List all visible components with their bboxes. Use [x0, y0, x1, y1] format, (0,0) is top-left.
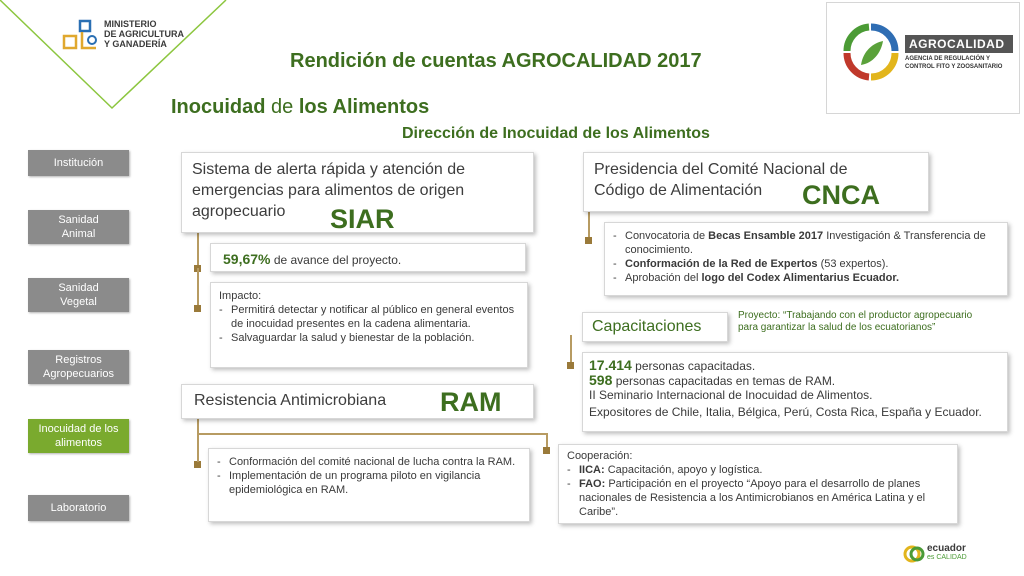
capacitaciones-project-note: Proyecto: “Trabajando con el productor agropecuario para garantizar la salud de los ecuatorianos” [738, 310, 973, 333]
siar-impact-box [210, 282, 528, 368]
cooperacion-label: Cooperación: [567, 450, 633, 462]
cnca-item-1 [613, 229, 999, 257]
cnca-item-1-post: Investigación & Transferencia de conocimiento. [625, 230, 986, 256]
exhibitors-text: Expositores de Chile, Italia, Bélgica, Perú, Costa Rica, España y Ecuador. [589, 405, 982, 419]
ram-trained-value: 598 [589, 372, 613, 388]
cooperacion-item-fao [567, 477, 949, 519]
ram-acronym: RAM [440, 387, 502, 417]
cnca-item-2-post: (53 expertos). [817, 258, 889, 270]
cooperacion-iica-bold: IICA: [579, 464, 605, 476]
cooperacion-fao-bold: FAO: [579, 478, 606, 490]
ecuador-brand-line-1: ecuador [927, 543, 966, 554]
people-trained-value: 17.414 [589, 357, 632, 373]
ram-trained-text: personas capacitadas en temas de RAM. [612, 374, 836, 388]
ecuador-brand-line-2: es CALIDAD [927, 554, 967, 561]
ram-items-box [208, 448, 530, 522]
ram-title: Resistencia Antimicrobiana [194, 392, 387, 409]
cnca-item-2 [613, 257, 999, 271]
ministry-line-1: MINISTERIO [104, 19, 157, 29]
capacitaciones-details-box [582, 352, 1008, 432]
people-trained-text: personas capacitadas. [631, 359, 756, 373]
section-subtitle: Dirección de Inocuidad de los Alimentos [402, 125, 710, 142]
section-title-part-1: Inocuidad [171, 96, 266, 118]
cooperacion-fao-text: Participación en el proyecto “Apoyo para el desarrollo de planes nacionales de Resistencia a los Antimicrobianos en América Latina y el Caribe”. [579, 478, 926, 518]
ram-item: - Implementación de un programa piloto en vigilancia epidemiológica en RAM. [217, 469, 521, 497]
section-title [171, 96, 429, 119]
ministry-line-3: Y GANADERÍA [104, 39, 167, 49]
seminar-text: II Seminario Internacional de Inocuidad de Alimentos. [589, 388, 873, 402]
ram-trained [589, 373, 1001, 388]
ecuador-brand-logo [903, 541, 975, 567]
sidebar-item-registros[interactable]: Registros Agropecuarios [28, 350, 129, 384]
cnca-item-1-pre: Convocatoria de [625, 230, 709, 242]
section-title-part-2: de [265, 96, 299, 118]
sidebar-item-institucion[interactable]: Institución [28, 150, 129, 176]
siar-progress-value: 59,67% [223, 251, 271, 267]
cnca-item-3-bold: logo del Codex Alimentarius Ecuador. [701, 272, 900, 284]
siar-title: Sistema de alerta rápida y atención de emergencias para alimentos de origen agropecuario [192, 161, 466, 220]
cooperacion-box [558, 444, 958, 524]
cnca-acronym: CNCA [802, 180, 880, 210]
siar-acronym: SIAR [330, 204, 395, 234]
agency-name: AGROCALIDAD [905, 35, 1013, 53]
cnca-item-2-bold: Conformación de la Red de Expertos [625, 258, 818, 270]
page-title: Rendición de cuentas AGROCALIDAD 2017 [290, 50, 702, 72]
sidebar-item-sanidad-vegetal[interactable]: Sanidad Vegetal [28, 278, 129, 312]
ministry-emblem-icon [62, 18, 100, 54]
agrocalidad-logo [826, 2, 1020, 114]
cooperacion-iica-text: Capacitación, apoyo y logística. [604, 464, 763, 476]
cnca-item-3 [613, 271, 999, 285]
cnca-item-1-bold: Becas Ensamble 2017 [708, 230, 824, 242]
agency-sub-2: CONTROL FITO Y ZOOSANITARIO [905, 64, 1003, 70]
cnca-item-3-pre: Aprobación del [625, 272, 702, 284]
cnca-title: Presidencia del Comité Nacional de Código de Alimentación [594, 161, 848, 199]
ministry-line-2: DE AGRICULTURA [104, 29, 184, 39]
siar-impact-label: Impacto: [219, 290, 262, 302]
sidebar-item-inocuidad[interactable]: Inocuidad de los alimentos [28, 419, 129, 453]
ram-item: - Conformación del comité nacional de lucha contra la RAM. [217, 455, 521, 469]
siar-progress-box [210, 243, 526, 272]
siar-impact-item: - Salvaguardar la salud y bienestar de la población. [219, 331, 519, 345]
capacitaciones-title: Capacitaciones [592, 318, 702, 335]
siar-progress-text: de avance del proyecto. [270, 253, 402, 267]
cooperacion-item-iica [567, 463, 949, 477]
agency-sub-1: AGENCIA DE REGULACIÓN Y [905, 56, 991, 62]
ministry-logo [62, 18, 192, 58]
siar-impact-item: - Permitirá detectar y notificar al público en general eventos de inocuidad presentes en la cadena alimentaria. [219, 303, 519, 331]
ecuador-brand-icon [903, 544, 925, 564]
sidebar-item-sanidad-animal[interactable]: Sanidad Animal [28, 210, 129, 244]
section-title-part-3: los Alimentos [298, 96, 430, 118]
capacitaciones-title-box [582, 312, 728, 342]
cnca-items-box [604, 222, 1008, 296]
sidebar-item-laboratorio[interactable]: Laboratorio [28, 495, 129, 521]
people-trained [589, 358, 1001, 373]
agrocalidad-emblem-icon [843, 23, 899, 83]
